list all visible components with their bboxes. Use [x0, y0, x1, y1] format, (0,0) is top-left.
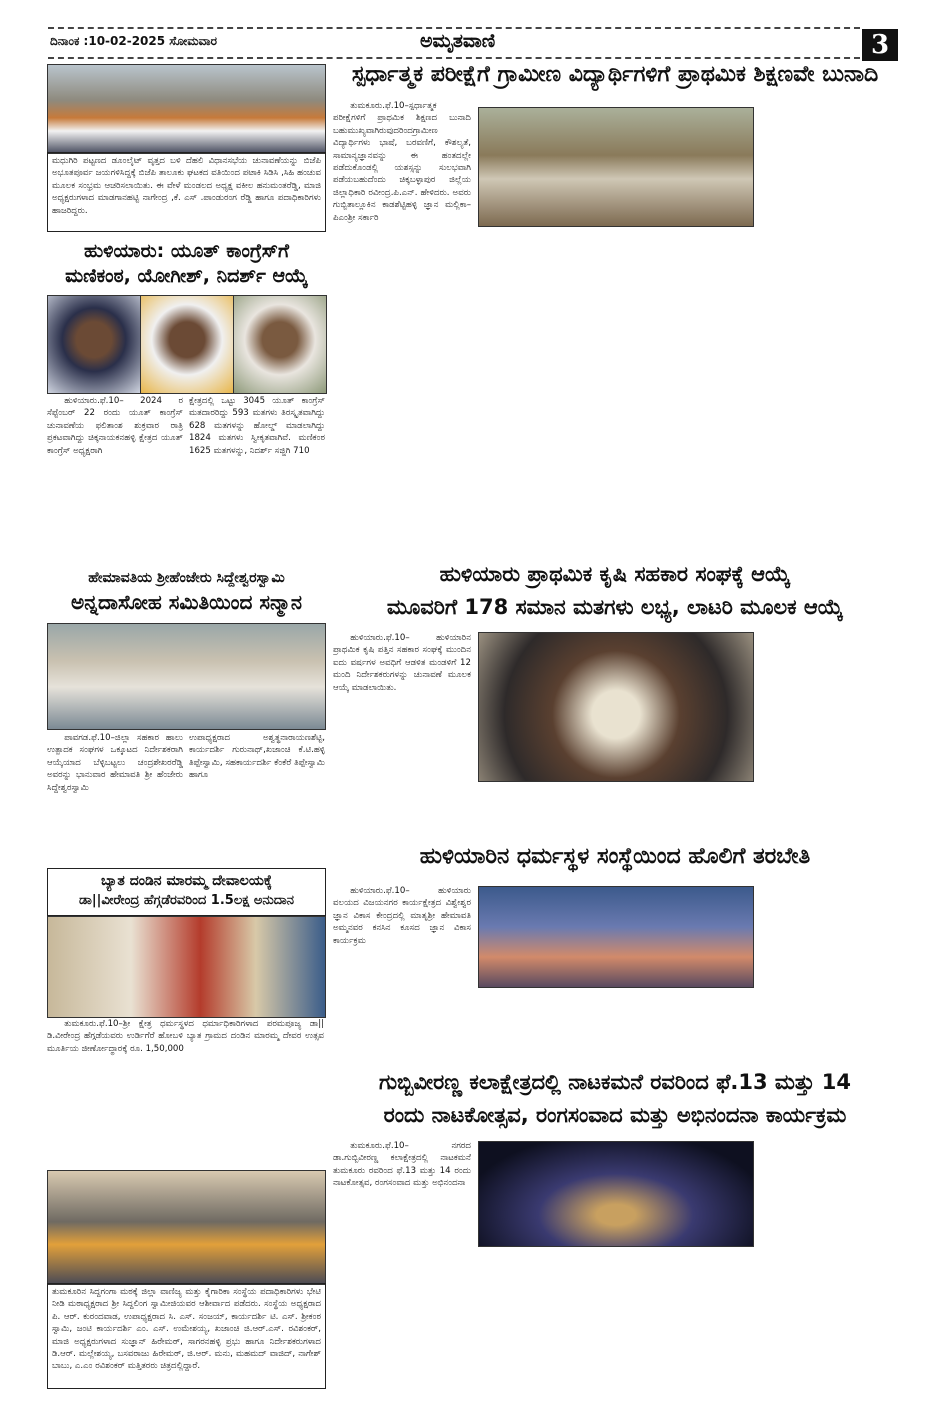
youth-congress-body-col1	[47, 395, 183, 560]
education-body-col1	[333, 100, 471, 555]
natakotsava-body-col2	[478, 1250, 752, 1390]
siddaganga-caption: ತುಮಕೂರಿನ ಸಿದ್ದಗಂಗಾ ಮಠಕ್ಕೆ ಜಿಲ್ಲಾ ವಾಣಿಜ್ಯ ಮತ್ತು ಕೈಗಾರಿಕಾ ಸಂಸ್ಥೆಯ ಪದಾಧಿಕಾರಿಗಳು ಭೇಟಿ ನೀಡಿ ಮಠಾಧ್ಯಕ್ಷರಾದ ಶ್ರೀ ಸಿದ್ದಲಿಂಗ ಸ್ವಾಮೀಜಿಯವರ ಆಶೀರ್ವಾದ ಪಡೆದರು. ಸಂಸ್ಥೆಯ ಅಧ್ಯಕ್ಷರಾದ ಪಿ. ಆರ್. ಕುರಂದವಾಡ, ಉಪಾಧ್ಯಕ್ಷರಾದ ಸಿ. ಎಸ್. ಸಂಜಯ್, ಕಾರ್ಯದರ್ಶಿ ಟಿ. ಎಸ್. ಶ್ರೀಕಂಠ ಸ್ವಾಮಿ, ಜಂಟಿ ಕಾರ್ಯದರ್ಶಿ ಎಂ. ಎಸ್. ಉಮೇಶಯ್ಯ, ಖಜಾಂಚಿ ಜಿ.ಆರ್.ಎಸ್. ರವಿಶಂಕರ್, ಮಾಜಿ ಅಧ್ಯಕ್ಷರುಗಳಾದ ಸುಜ್ಞಾನ್ ಹಿರೇಮಠ್, ಸಾಗರನಹಳ್ಳಿ ಪ್ರಭು ಹಾಗೂ ನಿರ್ದೇಶಕರುಗಳಾದ ಡಿ.ಆರ್. ಮಲ್ಲೇಶಯ್ಯ, ಬಸವರಾಜು ಹಿರೇಮಠ್, ಜಿ.ಆರ್. ಮನು, ಮಹಮದ್ ವಾಜಿದ್, ನಾಗೇಶ್ ಬಾಬು, ಎ.ಎಂ ರವಿಶಂಕರ್ ಮತ್ತಿತರರು ಚಿತ್ರದಲ್ಲಿದ್ದಾರೆ.	[47, 1283, 326, 1389]
byatha-headline-2: ಡಾ||ವೀರೇಂದ್ರ ಹೆಗ್ಗಡೆರವರಿಂದ 1.5ಲಕ್ಷ ಅನುದಾನ	[79, 893, 294, 908]
top-divider	[48, 27, 860, 29]
paragraph: ಹುಳಿಯಾರು.ಫೆ.10– ಹುಳಿಯಾರು ವಲಯದ ವಿಜಯನಗರ ಕಾರ್ಯಕ್ಷೇತ್ರದ ವಿಶ್ವೇಶ್ವರ ಜ್ಞಾನ ವಿಕಾಸ ಕೇಂದ್ರದಲ್ಲಿ ಮಾತೃಶ್ರೀ ಹೇಮಾವತಿ ಅಮ್ಮನವರ ಕನಸಿನ ಕೂಸದ ಜ್ಞಾನ ವಿಕಾಸ ಕಾರ್ಯಕ್ರಮ	[333, 886, 471, 946]
pacs-body-col1	[333, 632, 471, 837]
manikantha-photo	[47, 295, 141, 394]
paragraph: ಹುಳಿಯಾರು.ಫೆ.10– ಹುಳಿಯಾರಿನ ಪ್ರಾಥಮಿಕ ಕೃಷಿ ಪತ್ತಿನ ಸಹಕಾರ ಸಂಘಕ್ಕೆ ಮುಂದಿನ ಐದು ವರ್ಷಗಳ ಅವಧಿಗೆ ಆಡಳಿತ ಮಂಡಳಿಗೆ 12 ಮಂದಿ ನಿರ್ದೇಶಕರುಗಳನ್ನು ಚುನಾವಣೆ ಮೂಲಕ ಆಯ್ಕೆ ಮಾಡಲಾಯಿತು.	[333, 633, 471, 693]
natakotsava-body-col3	[760, 1140, 897, 1390]
byatha-headline-1: ಬ್ಯಾತ ದಂಡಿನ ಮಾರಮ್ಮ ದೇವಾಲಯಕ್ಕೆ	[100, 873, 273, 889]
dharmasthala-body-col2	[478, 990, 752, 1060]
paragraph: ಉಪಾಧ್ಯಕ್ಷರಾದ ಅಶ್ವತ್ಥನಾರಾಯಣಶೆಟ್ಟಿ, ಕಾರ್ಯದರ್ಶಿ ಗುರುನಾಥ್,ಖಜಾಂಚಿ ಕೆ.ಟಿ.ಹಳ್ಳಿ ತಿಪ್ಪೇಸ್ವಾಮಿ, ಸಹಕಾರ್ಯದರ್ಶಿ ಕೆಂಕೆರೆ ತಿಪ್ಪೇಸ್ವಾಮಿ ಹಾಗೂ	[189, 733, 325, 781]
byatha-grant-photo	[47, 916, 326, 1018]
issue-date: ದಿನಾಂಕ :10-02-2025 ಸೋಮವಾರ	[50, 34, 217, 48]
byatha-body	[47, 1018, 324, 1165]
paragraph: ತುಮಕೂರು.ಫೆ.10– ನಗರದ ಡಾ.ಗುಬ್ಬಿವೀರಣ್ಣ ಕಲಾಕ್ಷೇತ್ರದಲ್ಲಿ ನಾಟಕಮನೆ ತುಮಕೂರು ರವರಿಂದ ಫೆ.13 ಮತ್ತು 14 ರಂದು ನಾಟಕೋತ್ಸವ, ರಂಗಸಂವಾದ ಮತ್ತು ಅಭಿನಂದನಾ	[333, 1141, 471, 1189]
hemavathi-headline-2: ಅನ್ನದಾಸೋಹ ಸಮಿತಿಯಿಂದ ಸನ್ಮಾನ	[71, 590, 302, 614]
paper-name: ಅಮೃತವಾಣಿ	[420, 30, 496, 52]
hemavathi-body-col1	[47, 732, 183, 862]
hemavathi-felicitation-photo	[47, 623, 326, 730]
dharmasthala-headline: ಹುಳಿಯಾರಿನ ಧರ್ಮಸ್ಥಳ ಸಂಸ್ಥೆಯಿಂದ ಹೊಲಿಗೆ ತರಬೇತಿ	[419, 844, 811, 869]
pacs-body-col2	[478, 786, 752, 836]
natakotsava-headline-2: ರಂದು ನಾಟಕೋತ್ಸವ, ರಂಗಸಂವಾದ ಮತ್ತು ಅಭಿನಂದನಾ ಕಾರ್ಯಕ್ರಮ	[383, 1103, 847, 1127]
byatha-headline-box	[47, 868, 326, 916]
paragraph: ಹುಳಿಯಾರು.ಫೆ.10– 2024 ರ ಸೆಪ್ಟೆಂಬರ್ 22 ರಂದು ಯೂತ್ ಕಾಂಗ್ರೆಸ್ ಚುನಾವಣೆಯ ಫಲಿತಾಂಶ ಶುಕ್ರವಾರ ರಾತ್ರಿ ಪ್ರಕಟವಾಗಿದ್ದು ಚಿಕ್ಕನಾಯಕನಹಳ್ಳಿ ಕ್ಷೇತ್ರದ ಯೂತ್ ಕಾಂಗ್ರೆಸ್ ಅಧ್ಯಕ್ಷರಾಗಿ	[47, 396, 183, 456]
pacs-winners-photo	[478, 632, 754, 782]
page-number: 3	[862, 29, 898, 61]
natakotsava-body-col1	[333, 1140, 471, 1390]
youth-congress-body-col2	[189, 395, 325, 560]
paragraph: ಪಾವಗಡ.ಫೆ.10–ಜಿಲ್ಲಾ ಸಹಕಾರ ಹಾಲು ಉತ್ಪಾದಕ ಸಂಘಗಳ ಒಕ್ಕೂಟದ ನಿರ್ದೇಶಕರಾಗಿ ಆಯ್ಕೆಯಾದ ಬೆಳ್ಳಿಬಟ್ಟಲು ಚಂದ್ರಶೇಖರರೆಡ್ಡಿ ಅವರನ್ನು ಭಾನುವಾರ ಹೇಮಾವತಿ ಶ್ರೀ ಹೆಂಜೇರು ಸಿದ್ದೇಶ್ವರಸ್ವಾಮಿ	[47, 733, 183, 793]
siddaganga-visit-photo	[47, 1170, 326, 1285]
education-body-col4	[760, 100, 897, 555]
education-headline: ಸ್ಪರ್ಧಾತ್ಮಕ ಪರೀಕ್ಷೆಗೆ ಗ್ರಾಮೀಣ ವಿದ್ಯಾರ್ಥಿಗಳಿಗೆ ಪ್ರಾಥಮಿಕ ಶಿಕ್ಷಣವೇ ಬುನಾದಿ	[351, 62, 879, 87]
bjp-celebration-caption: ಮಧುಗಿರಿ ಪಟ್ಟಣದ ಡೂಂಲೈಟ್ ವೃತ್ತದ ಬಳಿ ದೆಹಲಿ ವಿಧಾನಸಭೆಯ ಚುನಾವಣೆಯನ್ನು ಬಿಜೆಪಿ ಅಭೂತಪೂರ್ವ ಜಯಗಳಿಸಿದ್ದಕ್ಕೆ ಬಿಜೆಪಿ ತಾಲೂಕು ಘಟಕದ ವತಿಯಿಂದ ಪಟಾಕಿ ಸಿಡಿಸಿ ,ಸಿಹಿ ಹಂಚುವ ಮೂಲಕ ಸಂಭ್ರಮ ಆಚರಿಸಲಾಯಿತು. ಈ ವೇಳೆ ಮಂಡಲದ ಅಧ್ಯಕ್ಷ ವಕೀಲ ಹನುಮಂತರೆಡ್ಡಿ, ಮಾಜಿ ಅಧ್ಯಕ್ಷರುಗಳಾದ ಮಾಡಗಾನಹಟ್ಟಿ ನಾಗೇಂದ್ರ ,ಕೆ. ಎಸ್ .ಪಾಂಡುರಂಗ ರೆಡ್ಡಿ ಹಾಗೂ ಪದಾಧಿಕಾರಿಗಳು ಹಾಜರಿದ್ದರು.	[47, 152, 326, 232]
education-body-col2	[478, 232, 613, 555]
youth-congress-headline-1: ಹುಳಿಯಾರು: ಯೂತ್ ಕಾಂಗ್ರೆಸ್‌ಗೆ	[83, 240, 290, 262]
dharmasthala-body-col1	[333, 885, 471, 1060]
paragraph: ತುಮಕೂರು.ಫೆ.10–ಶ್ರೀ ಕ್ಷೇತ್ರ ಧರ್ಮಸ್ಥಳದ ಧರ್ಮಾಧಿಕಾರಿಗಳಾದ ಪರಮಪೂಜ್ಯ ಡಾ||ಡಿ.ವೀರೇಂದ್ರ ಹೆಗ್ಗಡೆಯವರು ಉರ್ಡಿಗೆರೆ ಹೋಬಳಿ ಬ್ಯಾತ ಗ್ರಾಮದ ದಂಡಿನ ಮಾರಮ್ಮ ದೇವರ ಉತ್ಸವ ಮೂರ್ತಿಯ ಜೀರ್ಣೋದ್ಧಾರಕ್ಕೆ ರೂ. 1,50,000	[47, 1019, 324, 1054]
bjp-celebration-photo	[47, 64, 326, 154]
yogeesh-photo	[140, 295, 234, 394]
dharmasthala-body-col3	[760, 885, 897, 1060]
hemavathi-body-col2	[189, 732, 325, 862]
education-body-col3	[618, 232, 753, 555]
school-cow-photo	[478, 107, 754, 227]
paragraph: ಕ್ಷೇತ್ರದಲ್ಲಿ ಒಟ್ಟು 3045 ಯೂತ್ ಕಾಂಗ್ರೆಸ್ ಮತದಾರರಿದ್ದು 593 ಮತಗಳು ತಿರಸ್ಕೃತವಾಗಿದ್ದು 628 ಮತಗಳನ್ನು ಹೋಲ್ಡ್ ಮಾಡಲಾಗಿದ್ದು 1824 ಮತಗಳು ಸ್ವೀಕೃತವಾಗಿವೆ. ಮಣಿಕಂಠ 1625 ಮತಗಳನ್ನು, ನಿದರ್ಶ್ ಸಜ್ಜಿಗಿ 710	[189, 396, 325, 456]
nidarsh-photo	[233, 295, 327, 394]
youth-congress-headline-2: ಮಣಿಕಂಠ, ಯೋಗೀಶ್, ನಿದರ್ಶ್ ಆಯ್ಕೆ	[65, 265, 308, 287]
pacs-body-col3	[760, 632, 897, 837]
tailoring-training-photo	[478, 886, 754, 988]
pacs-headline-2: ಮೂವರಿಗೆ 178 ಸಮಾನ ಮತಗಳು ಲಭ್ಯ, ಲಾಟರಿ ಮೂಲಕ ಆಯ್ಕೆ	[386, 595, 844, 619]
hemavathi-headline-1: ಹೇಮಾವತಿಯ ಶ್ರೀಹೆಂಜೇರು ಸಿದ್ದೇಶ್ವರಸ್ವಾಮಿ	[88, 570, 285, 586]
pacs-headline-1: ಹುಳಿಯಾರು ಪ್ರಾಥಮಿಕ ಕೃಷಿ ಸಹಕಾರ ಸಂಘಕ್ಕೆ ಆಯ್ಕೆ	[439, 562, 791, 586]
header-divider	[48, 57, 860, 59]
paragraph: ತುಮಕೂರು.ಫೆ.10–ಸ್ಪರ್ಧಾತ್ಮಕ ಪರೀಕ್ಷೆಗಳಿಗೆ ಪ್ರಾಥಮಿಕ ಶಿಕ್ಷಣದ ಬುನಾದಿ ಬಹುಮುಖ್ಯವಾಗಿರುವುದರಿಂದಗ್ರಾಮೀಣ ವಿದ್ಯಾರ್ಥಿಗಳು ಭಾಷೆ, ಬರವಣಿಗೆ, ಕೌಶಲ್ಯತೆ, ಸಾಮಾನ್ಯಜ್ಞಾನವನ್ನು ಈ ಹಂತದಲ್ಲೇ ಪಡೆದುಕೊಂಡಲ್ಲಿ ಯಶಸ್ಸನ್ನು ಸುಲಭವಾಗಿ ಪಡೆಯಬಹುದೆಂದು ಚಿಕ್ಕಬಳ್ಳಾಪುರ ಜಿಲ್ಲೆಯ ಜಿಲ್ಲಾಧಿಕಾರಿ ರವೀಂದ್ರ.ಪಿ.ಎನ್. ಹೇಳಿದರು. ಅವರು ಗುಬ್ಬಿತಾಲ್ಲೂಕಿನ ಕಾಡಶೆಟ್ಟಿಹಳ್ಳಿ ಜ್ಞಾನ ಮಲ್ಲಿಕಾ–ಪಿಎಂಶ್ರೀ ಸರ್ಕಾರಿ	[333, 101, 471, 223]
drama-stage-photo	[478, 1141, 754, 1247]
natakotsava-headline-1: ಗುಬ್ಬಿವೀರಣ್ಣ ಕಲಾಕ್ಷೇತ್ರದಲ್ಲಿ ನಾಟಕಮನೆ ರವರಿಂದ ಫೆ.13 ಮತ್ತು 14	[378, 1070, 852, 1094]
